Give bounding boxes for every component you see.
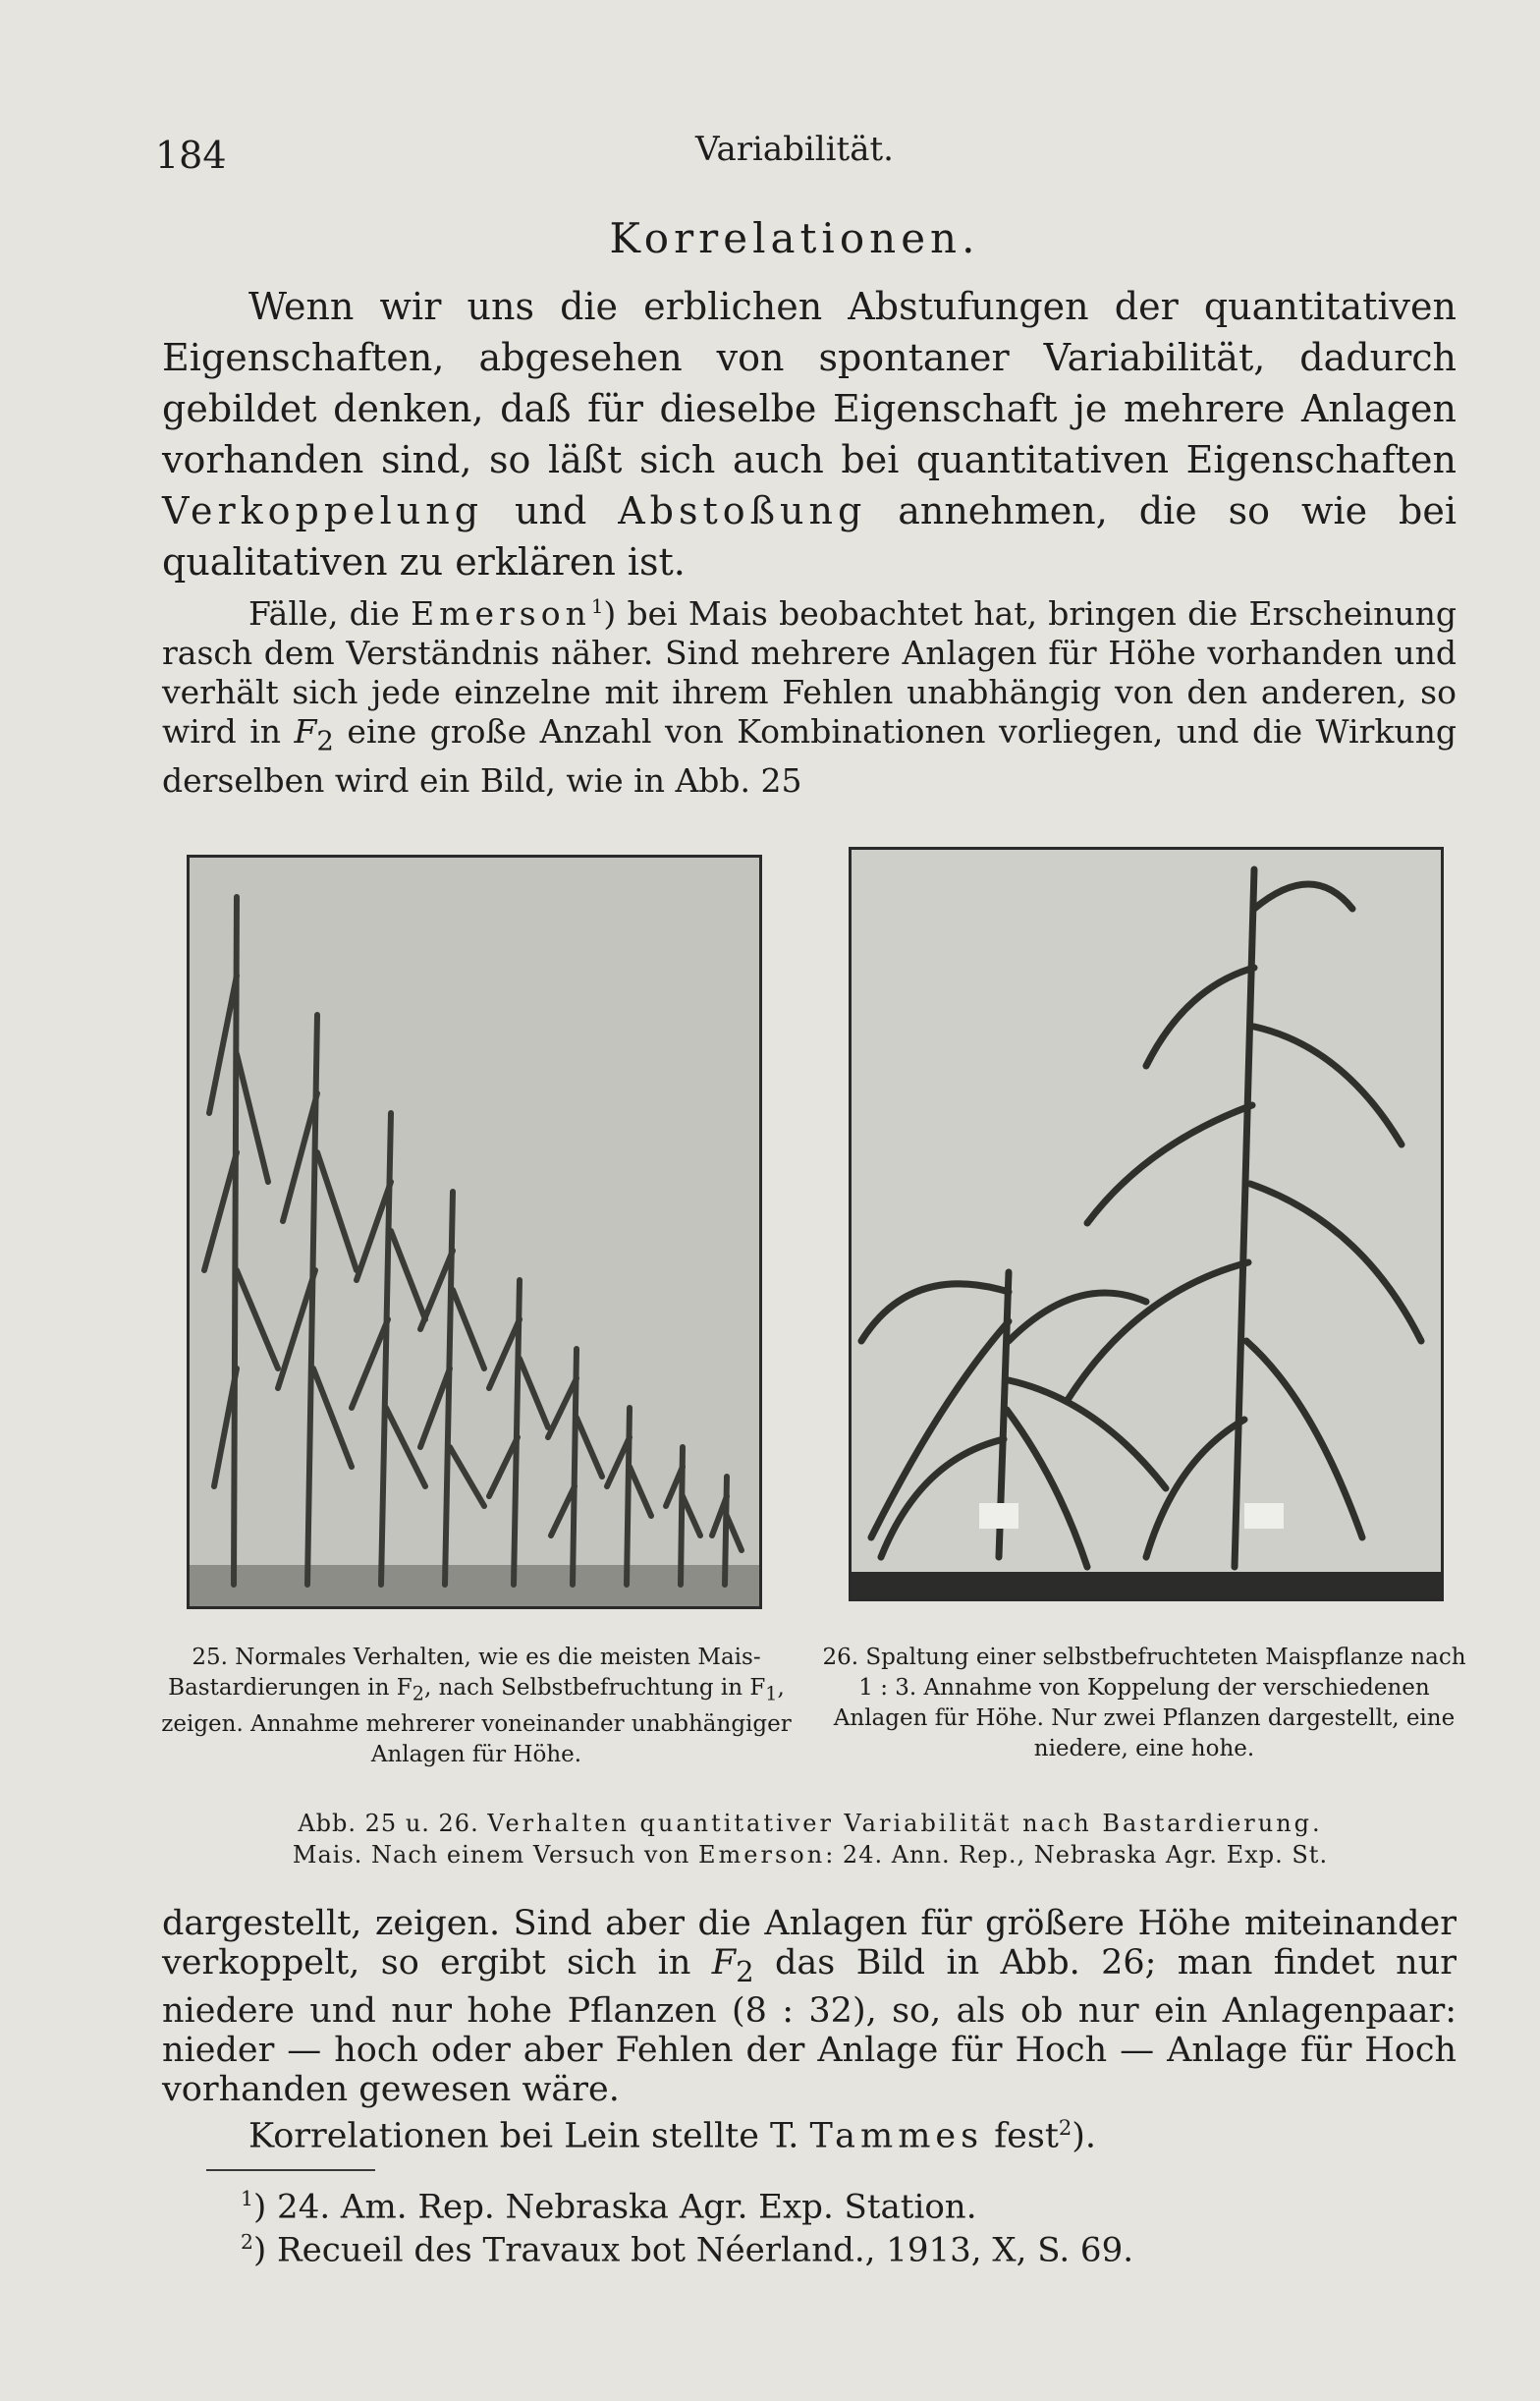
figure-26-caption: 26. Spaltung einer selbstbefruchteten Maispflanze nach 1 : 3. Annahme von Koppelung der verschiedenen Anlagen für Höhe. Nur zwei Pflanzen dargestellt, eine niedere, eine hohe.	[822, 1645, 1466, 1761]
figure-26-photo	[849, 847, 1444, 1601]
running-title: Variabilität.	[695, 130, 894, 169]
footnote-1: $^1$) 24. Am. Rep. Nebraska Agr. Exp. Station.	[241, 2187, 977, 2227]
page-number: 184	[155, 134, 227, 177]
maize-plants-graded-image	[190, 858, 759, 1606]
figure-main-caption	[157, 1808, 1463, 1871]
maize-plants-low-and-tall-image	[852, 850, 1441, 1598]
figure-25-caption: 25. Normales Verhalten, wie es die meisten Mais-Bastardierungen in $F_2$, nach Selbstbefruchtung in $F_1$, zeigen. Annahme mehrerer voneinander unabhängiger Anlagen für Höhe.	[161, 1645, 792, 1767]
footnote-divider	[206, 2169, 375, 2171]
paragraph-intro: Wenn wir uns die erblichen Abstufungen der quantitativen Eigenschaften, abgesehen von spontaner Variabilität, dadurch gebildet denken, daß für dieselbe Eigenschaft je mehrere Anlagen vorhanden sind, so läßt sich auch bei quantitativen Eigenschaften Verkoppelung und Abstoßung annehmen, die so wie bei qualitativen zu erklären ist.	[162, 285, 1458, 584]
figure-main-caption-line-2: Mais. Nach einem Versuch von Emerson: 24. Ann. Rep., Nebraska Agr. Exp. St.	[292, 1841, 1329, 1869]
paragraph-tammes: Korrelationen bei Lein stellte T. Tammes fest$^2$).	[248, 2116, 1097, 2156]
paragraph-coupling: dargestellt, zeigen. Sind aber die Anlagen für größere Höhe miteinander verkoppelt, so ergibt sich in $F_2$ das Bild in Abb. 26; man findet nur niedere und nur hohe Pflanzen (8 : 32), so, als ob nur ein Anlagenpaar: nieder — hoch oder aber Fehlen der Anlage für Hoch — Anlage für Hoch vorhanden gewesen wäre.	[162, 1904, 1457, 2109]
figure-main-caption-line-1: Abb. 25 u. 26. Verhalten quantitativer Variabilität nach Bastardierung.	[298, 1810, 1323, 1837]
paragraph-emerson: Fälle, die Emerson$^1$) bei Mais beobachtet hat, bringen die Erscheinung rasch dem Verständnis näher. Sind mehrere Anlagen für Höhe vorhanden und verhält sich jede einzelne mit ihrem Fehlen unabhängig von den anderen, so wird in $F_2$ eine große Anzahl von Kombinationen vorliegen, und die Wirkung derselben wird ein Bild, wie in Abb. 25	[162, 594, 1457, 800]
footnote-2: $^2$) Recueil des Travaux bot Néerland., 1913, X, S. 69.	[241, 2230, 1134, 2270]
figure-25-photo	[187, 855, 762, 1609]
section-title: Korrelationen.	[609, 214, 980, 262]
